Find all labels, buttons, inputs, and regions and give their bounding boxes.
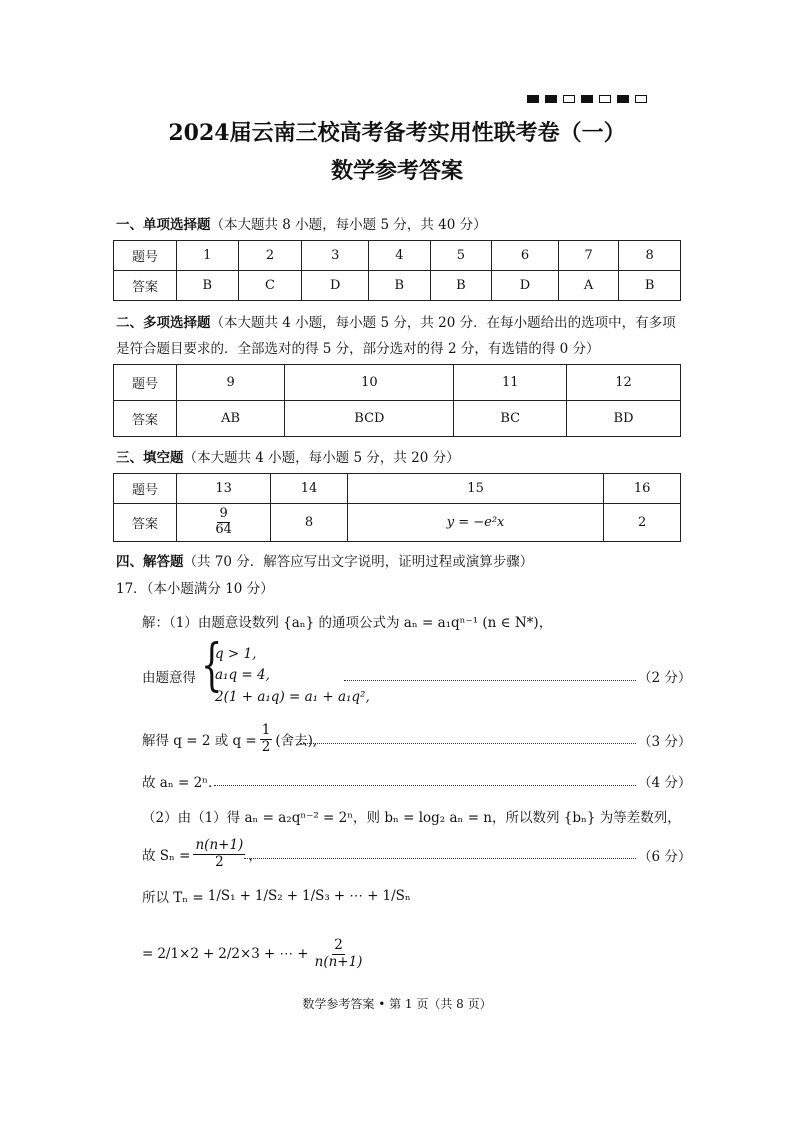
tn-line — [142, 886, 411, 906]
brace-icon: { — [201, 633, 223, 698]
sn-text: 故 Sₙ = — [142, 848, 191, 865]
tn-term: 1/S₃ — [302, 888, 330, 904]
fraction-numerator: 2 — [334, 937, 343, 953]
row-label: 题号 — [114, 365, 177, 401]
page-footer: 数学参考答案 • 第 1 页（共 8 页） — [302, 997, 492, 1011]
table-cell: BD — [567, 401, 681, 437]
score-mark: （4 分） — [638, 775, 692, 791]
plus-sign: + — [239, 888, 251, 904]
table-cell: B — [369, 271, 431, 301]
row-label: 答案 — [114, 401, 177, 437]
table-cell: 2 — [604, 504, 681, 542]
table-cell: 9 — [177, 365, 285, 401]
q17-header: 17．（本小题满分 10 分） — [116, 581, 274, 597]
table-cell: 6 — [492, 241, 559, 271]
leader-dots — [300, 743, 636, 744]
table-cell: 8 — [619, 241, 681, 271]
solve-line — [142, 723, 317, 755]
table-cell: BCD — [285, 401, 454, 437]
table-cell: 1 — [177, 241, 239, 271]
fraction — [213, 507, 234, 538]
table-cell: 2 — [238, 241, 302, 271]
mark-block — [545, 95, 557, 103]
table-cell: 13 — [177, 474, 271, 504]
sum-line — [142, 938, 364, 970]
fraction-numerator: n(n+1) — [195, 837, 244, 853]
system-eq2: a₁q = 4, — [215, 667, 270, 683]
table-cell: 12 — [567, 365, 681, 401]
result-line: 故 aₙ = 2ⁿ． — [142, 775, 222, 791]
table-cell: 4 — [369, 241, 431, 271]
system-eq1: q > 1, — [215, 646, 257, 662]
mark-block — [617, 95, 629, 103]
row-label: 题号 — [114, 241, 177, 271]
mark-block — [599, 95, 611, 103]
table-cell: 11 — [454, 365, 567, 401]
tn-text: 所以 Tₙ = — [142, 890, 204, 906]
section2-heading: 二、多项选择题（本大题共 4 小题，每小题 5 分，共 20 分．在每小题给出的选项中，有多项 — [116, 315, 676, 331]
table-cell: D — [492, 271, 559, 301]
equals-sign: = — [142, 946, 154, 963]
table-cell: BC — [454, 401, 567, 437]
table-cell: 7 — [558, 241, 619, 271]
fraction-numerator: 9 — [219, 506, 228, 522]
table-cell — [177, 504, 271, 542]
fraction-denominator: 64 — [215, 522, 232, 537]
row-label: 答案 — [114, 271, 177, 301]
section3-heading: 三、填空题（本大题共 4 小题，每小题 5 分，共 20 分） — [116, 450, 460, 466]
sum-term: 2/2×3 — [218, 946, 260, 963]
table-cell: 15 — [347, 474, 603, 504]
table-cell: 5 — [430, 241, 492, 271]
table-cell: C — [238, 271, 302, 301]
table-cell: 14 — [271, 474, 348, 504]
table-cell: A — [558, 271, 619, 301]
section4-heading: 四、解答题（共 70 分．解答应写出文字说明，证明过程或演算步骤） — [116, 554, 534, 570]
answer-table-3 — [113, 473, 681, 542]
section2-note: 是符合题目要求的．全部选对的得 5 分，部分选对的得 2 分，有选错的得 0 分） — [116, 341, 600, 357]
fraction — [193, 838, 245, 870]
mark-block — [563, 95, 575, 103]
sn-text: ， — [248, 848, 262, 865]
table-cell: 8 — [271, 504, 348, 542]
leader-dots — [244, 858, 636, 859]
table-cell: 10 — [285, 365, 454, 401]
tn-term: 1/S₁ — [207, 888, 236, 904]
tn-term: 1/Sₙ — [382, 888, 411, 904]
fraction — [313, 938, 365, 970]
answer-table-1 — [113, 240, 681, 301]
table-cell: y = −e²x — [347, 504, 603, 542]
fraction-denominator: 2 — [215, 853, 224, 870]
score-mark: （2 分） — [638, 670, 692, 686]
table-cell: AB — [177, 401, 285, 437]
section1-heading: 一、单项选择题（本大题共 8 小题，每小题 5 分，共 40 分） — [116, 217, 487, 233]
leader-dots — [344, 680, 636, 681]
solve-text: 解得 q = 2 或 q = — [142, 733, 257, 750]
solve-text: (舍去), — [275, 733, 318, 750]
document-title: 2024届云南三校高考备考实用性联考卷（一） — [168, 120, 626, 146]
leader-dots — [214, 785, 636, 786]
fraction — [260, 723, 273, 755]
fraction-denominator: n(n+1) — [314, 953, 363, 970]
tn-dots: + ⋯ + — [333, 888, 379, 904]
table-cell: 3 — [302, 241, 369, 271]
table-cell: D — [302, 271, 369, 301]
table-cell: 16 — [604, 474, 681, 504]
plus-sign: + — [286, 888, 298, 904]
row-label: 题号 — [114, 474, 177, 504]
sum-dots: + ⋯ + — [263, 946, 309, 963]
document-subtitle: 数学参考答案 — [330, 158, 463, 184]
q17-line1: 解：（1）由题意设数列 {aₙ} 的通项公式为 aₙ = a₁qⁿ⁻¹ (n ∈ N*)， — [142, 615, 553, 631]
sn-line — [142, 838, 262, 870]
table-cell: B — [177, 271, 239, 301]
mark-block — [581, 95, 593, 103]
mark-block — [635, 95, 647, 103]
sum-term: 2/1×2 — [157, 946, 199, 963]
table-cell: B — [430, 271, 492, 301]
score-mark: （3 分） — [638, 734, 692, 750]
system-eq3: 2(1 + a₁q) = a₁ + a₁q², — [215, 689, 370, 705]
page-marks — [527, 95, 647, 103]
row-label: 答案 — [114, 504, 177, 542]
mark-block — [527, 95, 539, 103]
fraction-denominator: 2 — [261, 738, 271, 755]
score-mark: （6 分） — [638, 849, 692, 865]
given-label: 由题意得 — [142, 670, 196, 686]
fraction-numerator: 1 — [261, 722, 271, 738]
part2-line: （2）由（1）得 aₙ = a₂qⁿ⁻² = 2ⁿ，则 bₙ = log₂ aₙ = n，所以数列 {bₙ} 为等差数列， — [142, 810, 681, 826]
table-cell: B — [619, 271, 681, 301]
tn-term: 1/S₂ — [254, 888, 283, 904]
plus-sign: + — [202, 946, 215, 963]
answer-table-2 — [113, 364, 681, 437]
